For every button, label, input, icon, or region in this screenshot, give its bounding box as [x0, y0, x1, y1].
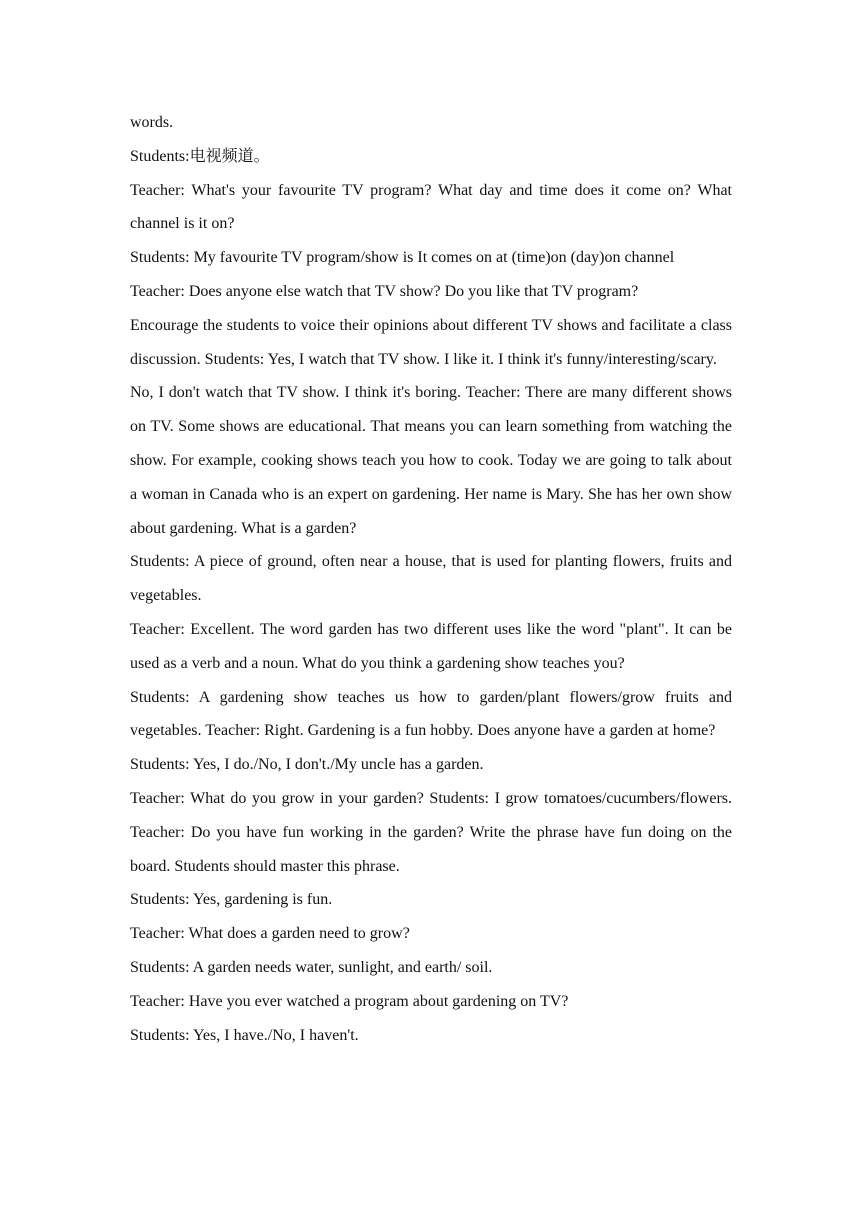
paragraph-1: words.: [130, 114, 174, 131]
paragraph-3: Teacher: What's your favourite TV program? What day and time does it come on? What channel is it on?: [130, 181, 732, 233]
paragraph-7: No, I don't watch that TV show. I think it's boring. Teacher: There are many different shows on TV. Some shows are educational. That means you can learn something from watching the show. For example, cooking shows teach you how to cook. Today we are going to talk about a woman in Canada who is an expert on gardening. Her name is Mary. She has her own show about gardening. What is a garden?: [130, 384, 732, 537]
paragraph-6: Encourage the students to voice their opinions about different TV shows and facilitate a class discussion. Students: Yes, I watch that TV show. I like it. I think it's funny/interesting/scary.: [130, 316, 732, 368]
paragraph-5: Teacher: Does anyone else watch that TV show? Do you like that TV program?: [130, 282, 639, 300]
paragraph-13: Students: Yes, gardening is fun.: [130, 891, 333, 909]
paragraph-8: Students: A piece of ground, often near a house, that is used for planting flowers, fruits and vegetables.: [130, 553, 732, 605]
paragraph-14: Teacher: What does a garden need to grow?: [130, 925, 410, 943]
paragraph-2: Students:电视频道。: [130, 147, 270, 165]
paragraph-16: Teacher: Have you ever watched a program about gardening on TV?: [130, 992, 569, 1010]
paragraph-11: Students: Yes, I do./No, I don't./My uncle has a garden.: [130, 756, 484, 774]
paragraph-4: Students: My favourite TV program/show is It comes on at (time)on (day)on channel: [130, 249, 675, 267]
paragraph-9: Teacher: Excellent. The word garden has two different uses like the word "plant". It can be used as a verb and a noun. What do you think a gardening show teaches you?: [130, 620, 732, 672]
paragraph-12: Teacher: What do you grow in your garden? Students: I grow tomatoes/cucumbers/flowers. Teacher: Do you have fun working in the garden? Write the phrase have fun doing on the board. Students should master this phrase.: [130, 789, 732, 875]
document-page: [130, 106, 732, 1052]
paragraph-15: Students: A garden needs water, sunlight, and earth/ soil.: [130, 958, 493, 976]
paragraph-10: Students: A gardening show teaches us how to garden/plant flowers/grow fruits and vegetables. Teacher: Right. Gardening is a fun hobby. Does anyone have a garden at home?: [130, 688, 732, 740]
paragraph-17: Students: Yes, I have./No, I haven't.: [130, 1026, 359, 1044]
